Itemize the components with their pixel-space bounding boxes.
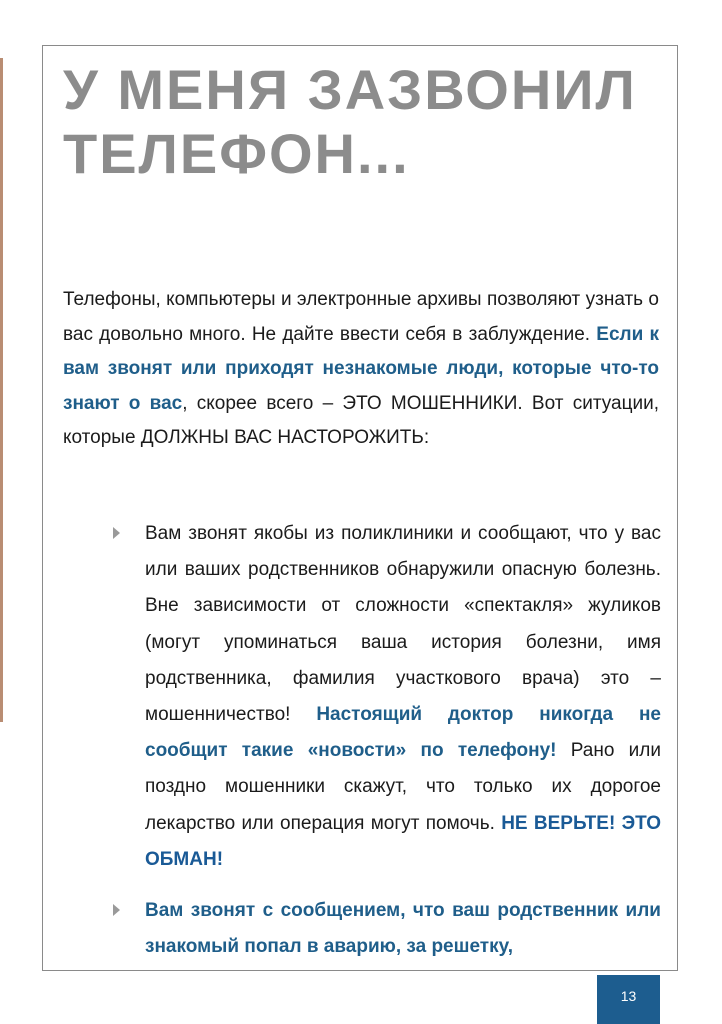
list-item-text: [145, 893, 661, 965]
triangle-bullet-icon: [113, 527, 120, 539]
page-title: У МЕНЯ ЗАЗВОНИЛ ТЕЛЕФОН...: [63, 58, 637, 185]
list-item-text: [145, 516, 661, 878]
list-item-highlight: Настоящий доктор никогда не сообщит такие «новости» по телефону!: [145, 704, 661, 762]
intro-text-start: Телефоны, компьютеры и электронные архивы позволяют узнать о вас довольно много. Не дайте ввести себя в заблуждение.: [63, 289, 659, 345]
list-item-highlight: Вам звонят с сообщением, что ваш родственник или знакомый попал в аварию, за решетку,: [145, 900, 661, 958]
triangle-bullet-icon: [113, 904, 120, 916]
intro-paragraph: [63, 283, 659, 456]
list-item: [43, 893, 678, 965]
list-item-text-end: Рано или поздно мошенники скажут, что только их дорогое лекарство или операция могут помочь.: [145, 740, 661, 834]
intro-highlight: Если к вам звонят или приходят незнакомые люди, которые что-то знают о вас: [63, 323, 659, 414]
list-item-text-start: Вам звонят якобы из поликлиники и сообщают, что у вас или ваших родственников обнаружили опасную болезнь. Вне зависимости от сложности «спектакля» жуликов (могут упоминаться ваша история болезни, имя родственника, фамилия участкового врача) это – мошенничество!: [145, 523, 661, 726]
page-edge-strip: [0, 58, 3, 722]
intro-text-end: , скорее всего – ЭТО МОШЕННИКИ. Вот ситуации, которые ДОЛЖНЫ ВАС НАСТОРОЖИТЬ:: [63, 392, 659, 448]
list-item: [43, 516, 678, 878]
content-frame: [42, 45, 678, 971]
page-number: 13: [620, 988, 637, 1004]
situation-list: [43, 516, 678, 971]
page-number-box: [597, 975, 660, 1024]
warning-text: НЕ ВЕРЬТЕ! ЭТО ОБМАН!: [145, 812, 661, 870]
